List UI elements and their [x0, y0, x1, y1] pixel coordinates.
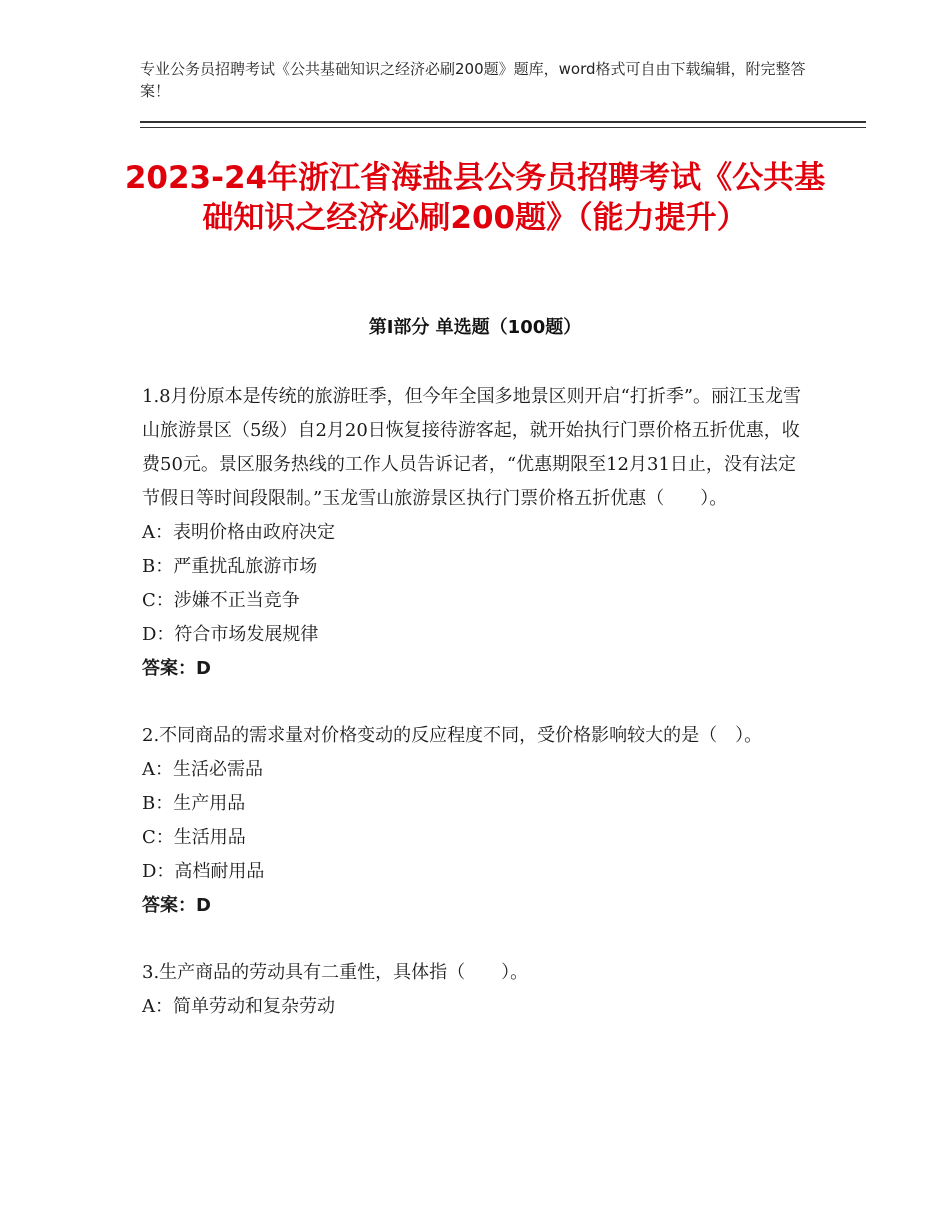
option-a: A：生活必需品 [142, 759, 263, 780]
question-stem: 3.生产商品的劳动具有二重性，具体指（ ）。 [142, 962, 529, 983]
option-a: A：表明价格由政府决定 [142, 522, 335, 543]
header-divider-thin [140, 127, 866, 128]
option-b: B：生产用品 [142, 793, 246, 814]
question-stem: 1.8月份原本是传统的旅游旺季，但今年全国多地景区则开启“打折季”。丽江玉龙雪山旅游景区（5级）自2月20日恢复接待游客起，就开始执行门票价格五折优惠，收费50元。景区服务热线的工作人员告诉记者，“优惠期限至12月31日止，没有法定节假日等时间段限制。”玉龙雪山旅游景区执行门票价格五折优惠（ ）。 [142, 386, 802, 509]
document-title: 2023-24年浙江省海盐县公务员招聘考试《公共基础知识之经济必刷200题》（能力提升） [124, 160, 826, 236]
section-heading: 第Ⅰ部分 单选题（100题） [368, 317, 582, 338]
question-list [142, 380, 812, 1057]
option-d: D：符合市场发展规律 [142, 624, 319, 645]
page-header: 专业公务员招聘考试《公共基础知识之经济必刷200题》题库，word格式可自由下载编辑，附完整答案！ [140, 60, 806, 100]
option-b: B：严重扰乱旅游市场 [142, 556, 318, 577]
option-a: A：简单劳动和复杂劳动 [142, 996, 335, 1017]
option-c: C：生活用品 [142, 827, 246, 848]
answer-label: 答案：D [142, 658, 211, 679]
question-stem: 2.不同商品的需求量对价格变动的反应程度不同，受价格影响较大的是（ ）。 [142, 725, 763, 746]
question-item [142, 380, 812, 686]
question-item [142, 719, 812, 923]
answer-label: 答案：D [142, 895, 211, 916]
option-c: C：涉嫌不正当竞争 [142, 590, 300, 611]
option-d: D：高档耐用品 [142, 861, 265, 882]
question-item [142, 956, 812, 1024]
header-divider-thick [140, 121, 866, 123]
